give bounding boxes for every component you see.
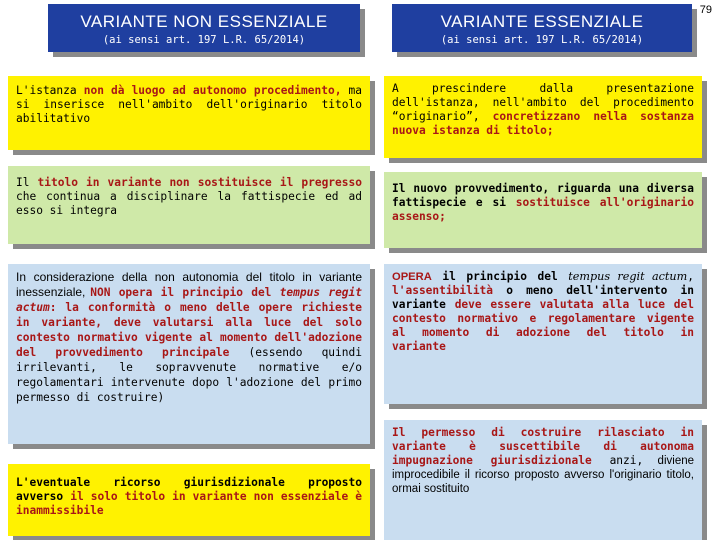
text: L'istanza xyxy=(16,84,84,97)
text: , xyxy=(687,270,694,283)
header-essential-title: VARIANTE ESSENZIALE xyxy=(440,12,644,31)
latin-phrase: tempus regit actum xyxy=(568,270,688,283)
header-non-essential-title: VARIANTE NON ESSENZIALE xyxy=(80,12,328,31)
non-essential-title-box xyxy=(8,166,370,244)
header-essential-subtitle: (ai sensi art. 197 L.R. 65/2014) xyxy=(440,34,644,46)
text: In considerazione della non autonomia del titolo in variante inessenziale, xyxy=(16,270,362,299)
essential-title-box xyxy=(384,172,702,248)
highlight-text: OPERA xyxy=(392,271,432,283)
highlight-text: l'assentibilità xyxy=(392,284,494,297)
header-non-essential xyxy=(48,4,360,52)
text: che continua a disciplinare la fattispecie ed ad esso si integra xyxy=(16,190,362,217)
text: Il xyxy=(16,176,38,189)
text: L'eventuale ricorso giurisdizionale proposto avverso xyxy=(16,476,362,503)
text: Il nuovo provvedimento, riguarda una diversa fattispecie e si xyxy=(392,182,694,209)
header-essential xyxy=(392,4,692,52)
non-essential-procedure-box xyxy=(8,76,370,150)
highlight-text: NON opera il principio del xyxy=(90,286,280,299)
text: il principio del xyxy=(431,270,569,283)
text: o meno dell'intervento in variante xyxy=(392,284,694,311)
text: (essendo quindi irrilevanti, le sopravvenute normative e/o regolamentari intervenute dopo l'adozione del primo permesso di costruire) xyxy=(16,346,362,404)
text: diviene improcedibile il ricorso proposto avverso l'originario titolo, ormai sostituito xyxy=(392,455,695,495)
non-essential-appeal-box xyxy=(8,464,370,536)
latin-phrase: tempus regit actum xyxy=(16,286,363,314)
text: A prescindere dalla presentazione dell'istanza, nell'ambito del procedimento “originario”, xyxy=(392,82,694,123)
essential-tempus-box xyxy=(384,264,702,404)
highlight-text: deve essere valutata alla luce del contesto normativo e regolamentare vigente al momento di adozione del titolo in variante xyxy=(392,298,694,353)
essential-appeal-box xyxy=(384,420,702,540)
header-non-essential-subtitle: (ai sensi art. 197 L.R. 65/2014) xyxy=(102,34,306,46)
highlight-text: : la conformità o meno delle opere richieste in variante, deve valutarsi alla luce del solo contesto normativo vigente al momento dell'adozione del provvedimento principale xyxy=(16,301,362,359)
highlight-text: non dà luogo ad autonomo procedimento, xyxy=(83,84,342,97)
non-essential-tempus-box xyxy=(8,264,370,444)
essential-procedure-box xyxy=(384,76,702,158)
text: ma si inserisce nell'ambito dell'originario titolo abilitativo xyxy=(16,84,362,125)
highlight-text: concretizzano nella sostanza nuova istanza di titolo; xyxy=(392,110,695,137)
highlight-text: sostituisce all'originario assenso; xyxy=(392,196,694,223)
text: anzi, xyxy=(591,454,644,467)
page-number: 79 xyxy=(699,4,712,16)
highlight-text: Il permesso di costruire rilasciato in variante è suscettibile di autonoma impugnazione giurisdizionale xyxy=(392,426,694,467)
highlight-text: titolo in variante non sostituisce il pregresso xyxy=(37,176,362,189)
highlight-text: il solo titolo in variante non essenziale è inammissibile xyxy=(16,490,363,517)
